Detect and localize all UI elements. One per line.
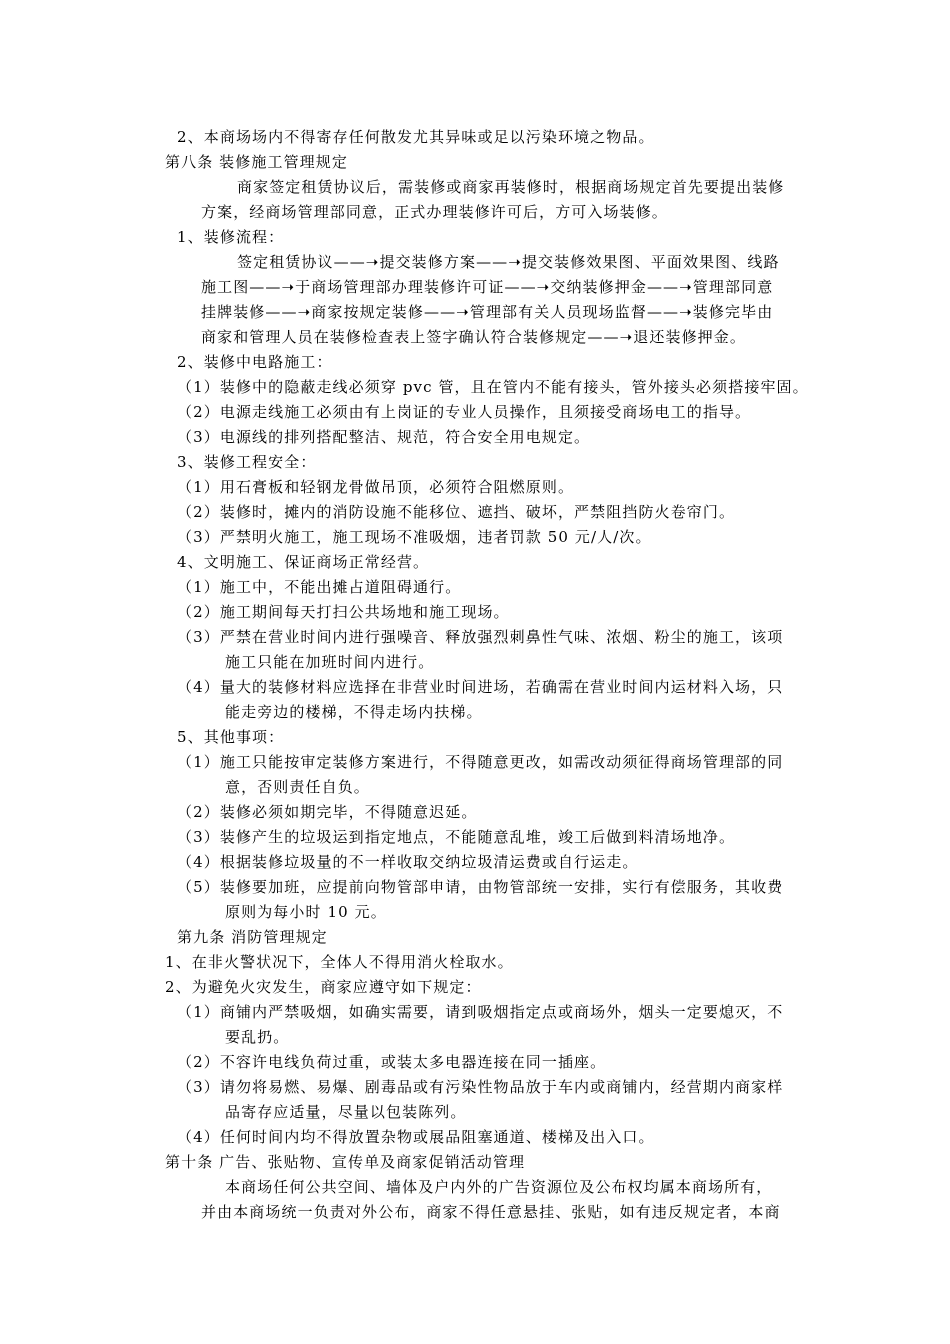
text-line: 施工只能在加班时间内进行。 <box>225 653 435 671</box>
text-line: （3）严禁在营业时间内进行强噪音、释放强烈刺鼻性气味、浓烟、粉尘的施工，该项 <box>177 628 784 646</box>
text-line: （3）电源线的排列搭配整洁、规范，符合安全用电规定。 <box>177 428 591 446</box>
text-line: （1）用石膏板和轻钢龙骨做吊顶，必须符合阻燃原则。 <box>177 478 575 496</box>
text-line: （2）装修时，摊内的消防设施不能移位、遮挡、破坏，严禁阻挡防火卷帘门。 <box>177 503 736 521</box>
text-line: 能走旁边的楼梯，不得走场内扶梯。 <box>225 703 483 721</box>
text-line: （1）施工中，不能出摊占道阻碍通行。 <box>177 578 462 596</box>
subsection-heading: 5、其他事项： <box>177 728 285 746</box>
text-line: 2、本商场场内不得寄存任何散发尤其异味或足以污染环境之物品。 <box>177 128 655 146</box>
text-line: 品寄存应适量，尽量以包装陈列。 <box>225 1103 467 1121</box>
text-line: （3）装修产生的垃圾运到指定地点，不能随意乱堆，竣工后做到料清场地净。 <box>177 828 736 846</box>
text-line: （4）量大的装修材料应选择在非营业时间进场，若确需在营业时间内运材料入场，只 <box>177 678 784 696</box>
text-line: （1）商铺内严禁吸烟，如确实需要，请到吸烟指定点或商场外，烟头一定要熄灭，不 <box>177 1003 784 1021</box>
text-line: （4）根据装修垃圾量的不一样收取交纳垃圾清运费或自行运走。 <box>177 853 639 871</box>
text-line: 商家签定租赁协议后，需装修或商家再装修时，根据商场规定首先要提出装修 <box>237 178 785 196</box>
subsection-heading: 2、装修中电路施工： <box>177 353 333 371</box>
text-line: （2）不容许电线负荷过重，或装太多电器连接在同一插座。 <box>177 1053 607 1071</box>
text-line: （2）施工期间每天打扫公共场地和施工现场。 <box>177 603 510 621</box>
subsection-heading: 3、装修工程安全： <box>177 453 317 471</box>
text-line: （2）装修必须如期完毕，不得随意迟延。 <box>177 803 478 821</box>
text-line: 1、在非火警状况下，全体人不得用消火栓取水。 <box>165 953 514 971</box>
text-line: 挂牌装修——➝商家按规定装修——➝管理部有关人员现场监督——➝装修完毕由 <box>201 303 774 321</box>
text-line: （4）任何时间内均不得放置杂物或展品阻塞通道、楼梯及出入口。 <box>177 1128 655 1146</box>
text-line: 签定租赁协议——➝提交装修方案——➝提交装修效果图、平面效果图、线路 <box>237 253 780 271</box>
text-line: 并由本商场统一负责对外公布，商家不得任意悬挂、张贴，如有违反规定者，本商 <box>201 1203 781 1221</box>
text-line: （3）严禁明火施工，施工现场不准吸烟，违者罚款 50 元/人/次。 <box>177 528 652 546</box>
text-line: 要乱扔。 <box>225 1028 290 1046</box>
text-line: 2、为避免火灾发生，商家应遵守如下规定： <box>165 978 482 996</box>
text-line: 方案，经商场管理部同意，正式办理装修许可后，方可入场装修。 <box>201 203 668 221</box>
subsection-heading: 4、文明施工、保证商场正常经营。 <box>177 553 430 571</box>
text-line: （5）装修要加班，应提前向物管部申请，由物管部统一安排，实行有偿服务，其收费 <box>177 878 784 896</box>
text-line: 意，否则责任自负。 <box>225 778 370 796</box>
text-line: 原则为每小时 10 元。 <box>225 903 387 921</box>
text-line: 商家和管理人员在装修检查表上签字确认符合装修规定——➝退还装修押金。 <box>201 328 746 346</box>
text-line: （1）施工只能按审定装修方案进行，不得随意更改，如需改动须征得商场管理部的同 <box>177 753 784 771</box>
text-line: （3）请勿将易燃、易爆、剧毒品或有污染性物品放于车内或商铺内，经营期内商家样 <box>177 1078 784 1096</box>
section-heading: 第十条 广告、张贴物、宣传单及商家促销活动管理 <box>165 1153 526 1171</box>
subsection-heading: 1、装修流程： <box>177 228 285 246</box>
text-line: （2）电源走线施工必须由有上岗证的专业人员操作，且须接受商场电工的指导。 <box>177 403 752 421</box>
text-line: 本商场任何公共空间、墙体及户内外的广告资源位及公布权均属本商场所有， <box>225 1178 773 1196</box>
section-heading: 第八条 装修施工管理规定 <box>165 153 348 171</box>
section-heading: 第九条 消防管理规定 <box>177 928 328 946</box>
text-line: 施工图——➝于商场管理部办理装修许可证——➝交纳装修押金——➝管理部同意 <box>201 278 774 296</box>
text-line: （1）装修中的隐蔽走线必须穿 pvc 管，且在管内不能有接头，管外接头必须搭接牢固。 <box>177 378 809 396</box>
